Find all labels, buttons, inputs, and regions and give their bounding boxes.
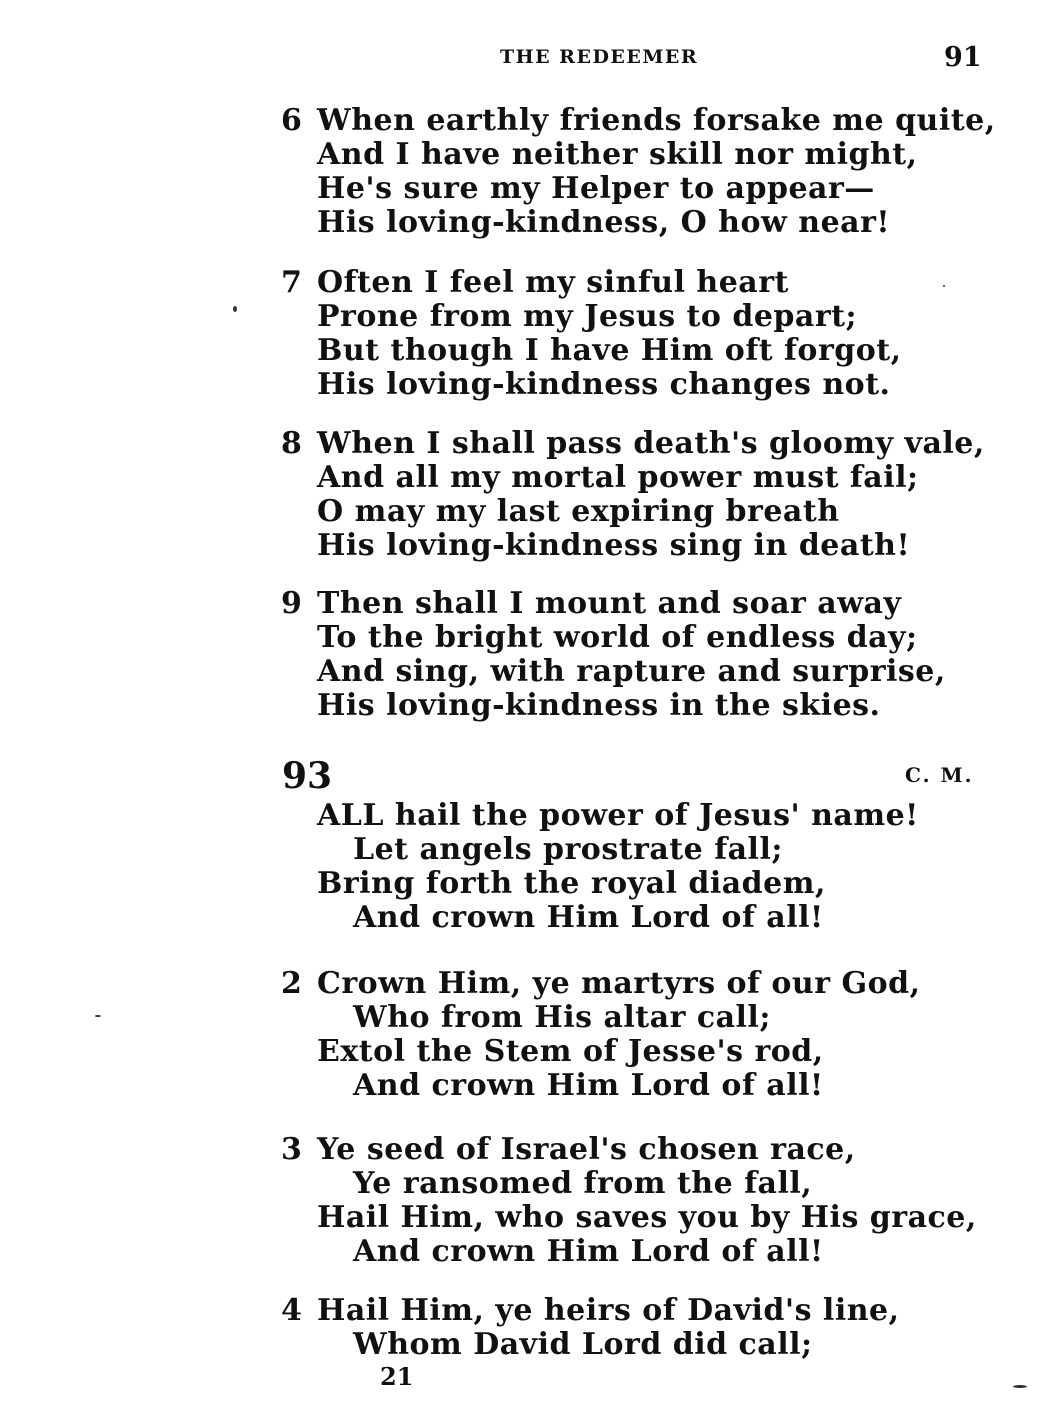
hymn-number: 93 [282, 755, 333, 797]
verse-line: Prone from my Jesus to depart; [317, 299, 858, 334]
verse-line: And I have neither skill nor might, [317, 137, 918, 172]
signature-mark: 21 [380, 1362, 414, 1391]
verse-line: Often I feel my sinful heart [317, 265, 789, 300]
verse-line: Hail Him, ye heirs of David's line, [317, 1293, 900, 1328]
running-title: THE REDEEMER [500, 46, 699, 68]
verse-line: Hail Him, who saves you by His grace, [317, 1200, 977, 1235]
verse-line: ALL hail the power of Jesus' name! [317, 798, 919, 833]
verse-line: Ye ransomed from the fall, [353, 1166, 813, 1201]
stanza-number: 8 [281, 426, 302, 461]
scan-speck [943, 285, 945, 287]
verse-line: Bring forth the royal diadem, [317, 866, 826, 901]
meter-label: C. M. [905, 763, 974, 787]
verse-line: His loving-kindness, O how near! [317, 205, 891, 240]
verse-line: When I shall pass death's gloomy vale, [317, 426, 985, 461]
verse-line: Whom David Lord did call; [353, 1327, 813, 1362]
verse-line: His loving-kindness sing in death! [317, 528, 911, 563]
stanza-number: 6 [281, 103, 302, 138]
stanza-number: 4 [281, 1293, 302, 1328]
verse-line: Ye seed of Israel's chosen race, [317, 1132, 856, 1167]
running-head [0, 44, 1053, 74]
verse-line: Then shall I mount and soar away [317, 586, 902, 621]
verse-line: Let angels prostrate fall; [353, 832, 783, 867]
verse-line: And crown Him Lord of all! [353, 900, 824, 935]
stanza-number: 3 [281, 1132, 302, 1167]
scan-speck [95, 1015, 101, 1017]
stanza-number: 7 [281, 265, 302, 300]
scan-speck [1013, 1385, 1027, 1388]
scan-speck [233, 306, 237, 312]
verse-line: O may my last expiring breath [317, 494, 840, 529]
verse-line: Extol the Stem of Jesse's rod, [317, 1034, 824, 1069]
verse-line: And crown Him Lord of all! [353, 1068, 824, 1103]
verse-line: But though I have Him oft forgot, [317, 333, 902, 368]
verse-line: His loving-kindness in the skies. [317, 688, 881, 723]
stanza-number: 9 [281, 586, 302, 621]
verse-line: To the bright world of endless day; [317, 620, 918, 655]
verse-line: His loving-kindness changes not. [317, 367, 891, 402]
verse-line: When earthly friends forsake me quite, [317, 103, 996, 138]
verse-line: And crown Him Lord of all! [353, 1234, 824, 1269]
hymn-heading [0, 755, 1053, 795]
verse-line: Who from His altar call; [353, 1000, 771, 1035]
verse-line: He's sure my Helper to appear— [317, 171, 875, 206]
stanza-number: 2 [281, 966, 302, 1001]
page-number: 91 [944, 42, 982, 73]
verse-line: Crown Him, ye martyrs of our God, [317, 966, 921, 1001]
verse-line: And all my mortal power must fail; [317, 460, 919, 495]
verse-line: And sing, with rapture and surprise, [317, 654, 946, 689]
